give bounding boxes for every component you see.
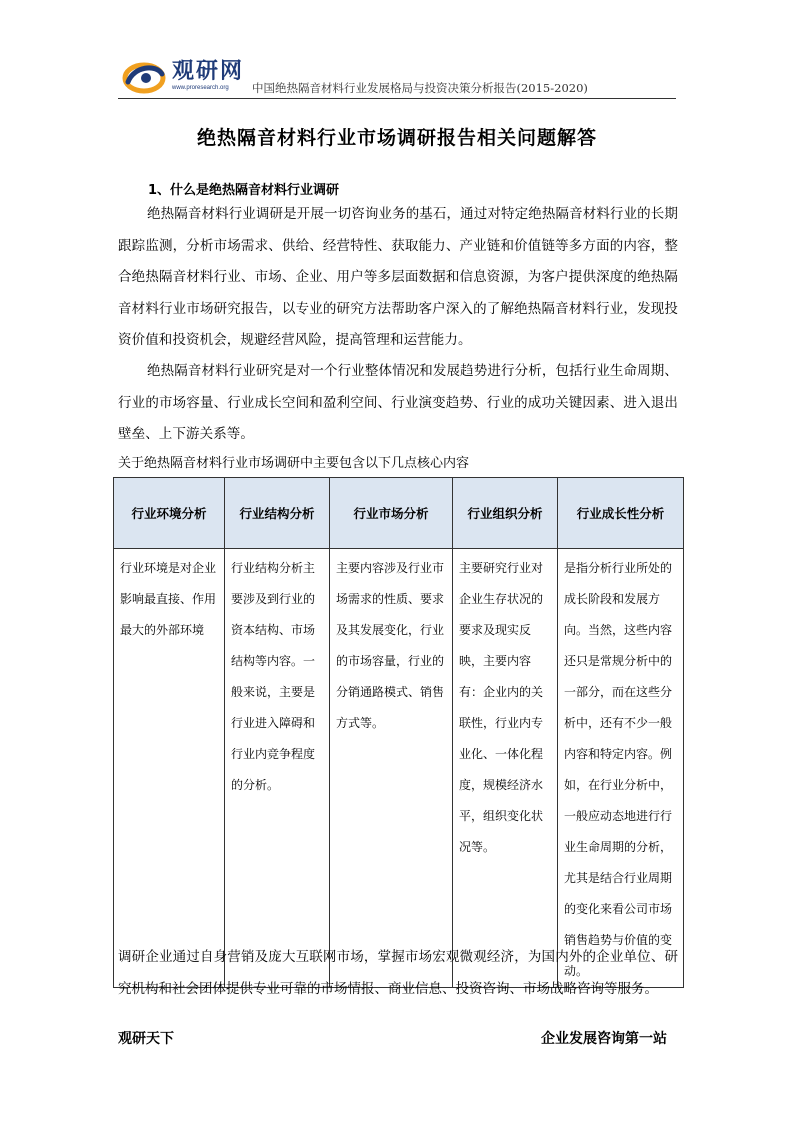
- table-header-row: [114, 478, 684, 549]
- paragraph-1: 绝热隔音材料行业调研是开展一切咨询业务的基石，通过对特定绝热隔音材料行业的长期跟踪监测，分析市场需求、供给、经营特性、获取能力、产业链和价值链等多方面的内容，整合绝热隔音材料行业、市场、企业、用户等多层面数据和信息资源，为客户提供深度的绝热隔音材料行业市场研究报告，以专业的研究方法帮助客户深入的了解绝热隔音材料行业，发现投资价值和投资机会，规避经营风险，提高管理和运营能力。: [118, 206, 678, 348]
- page-title: 绝热隔音材料行业市场调研报告相关问题解答: [196, 127, 597, 149]
- header-industry-structure: 行业结构分析: [225, 478, 330, 549]
- header-divider: [118, 98, 676, 99]
- cell-industry-market: 主要内容涉及行业市场需求的性质、要求及其发展变化，行业的市场容量，行业的分销通路模式、销售方式等。: [330, 549, 453, 988]
- cell-industry-environment: 行业环境是对企业影响最直接、作用最大的外部环境: [114, 549, 225, 988]
- section-heading: 1、什么是绝热隔音材料行业调研: [148, 183, 340, 198]
- core-content-table: [113, 477, 684, 988]
- cell-industry-organization: 主要研究行业对企业生存状况的要求及现实反映，主要内容有：企业内的关联性，行业内专业化、一体化程度，规模经济水平，组织变化状况等。: [453, 549, 558, 988]
- header-industry-market: 行业市场分析: [330, 478, 453, 549]
- footer-slogan: 企业发展咨询第一站: [541, 1031, 667, 1047]
- cell-industry-growth: 是指分析行业所处的成长阶段和发展方向。当然，这些内容还只是常规分析中的一部分，而在这些分析中，还有不少一般内容和特定内容。例如，在行业分析中，一般应动态地进行行业生命周期的分析，尤其是结合行业周期的变化来看公司市场销售趋势与价值的变动。: [558, 549, 684, 988]
- header-industry-environment: 行业环境分析: [114, 478, 225, 549]
- logo-text: 观研网: [172, 59, 245, 84]
- closing-paragraph: 调研企业通过自身营销及庞大互联网市场，掌握市场宏观微观经济，为国内外的企业单位、研究机构和社会团体提供专业可靠的市场情报、商业信息、投资咨询、市场战略咨询等服务。: [118, 949, 678, 997]
- logo-url: www.proresearch.org: [172, 85, 229, 91]
- table-caption: 关于绝热隔音材料行业市场调研中主要包含以下几点核心内容: [118, 456, 470, 471]
- logo-swirl-icon: [122, 58, 168, 96]
- report-title: 中国绝热隔音材料行业发展格局与投资决策分析报告(2015-2020): [252, 81, 588, 95]
- cell-industry-structure: 行业结构分析主要涉及到行业的资本结构、市场结构等内容。一般来说，主要是行业进入障碍和行业内竞争程度的分析。: [225, 549, 330, 988]
- table-row: [114, 549, 684, 988]
- header-industry-organization: 行业组织分析: [453, 478, 558, 549]
- paragraph-2: 绝热隔音材料行业研究是对一个行业整体情况和发展趋势进行分析，包括行业生命周期、行业的市场容量、行业成长空间和盈利空间、行业演变趋势、行业的成功关键因素、进入退出壁垒、上下游关系等。: [118, 363, 678, 442]
- header-industry-growth: 行业成长性分析: [558, 478, 684, 549]
- site-logo: [122, 58, 252, 98]
- footer-brand: 观研天下: [118, 1031, 174, 1047]
